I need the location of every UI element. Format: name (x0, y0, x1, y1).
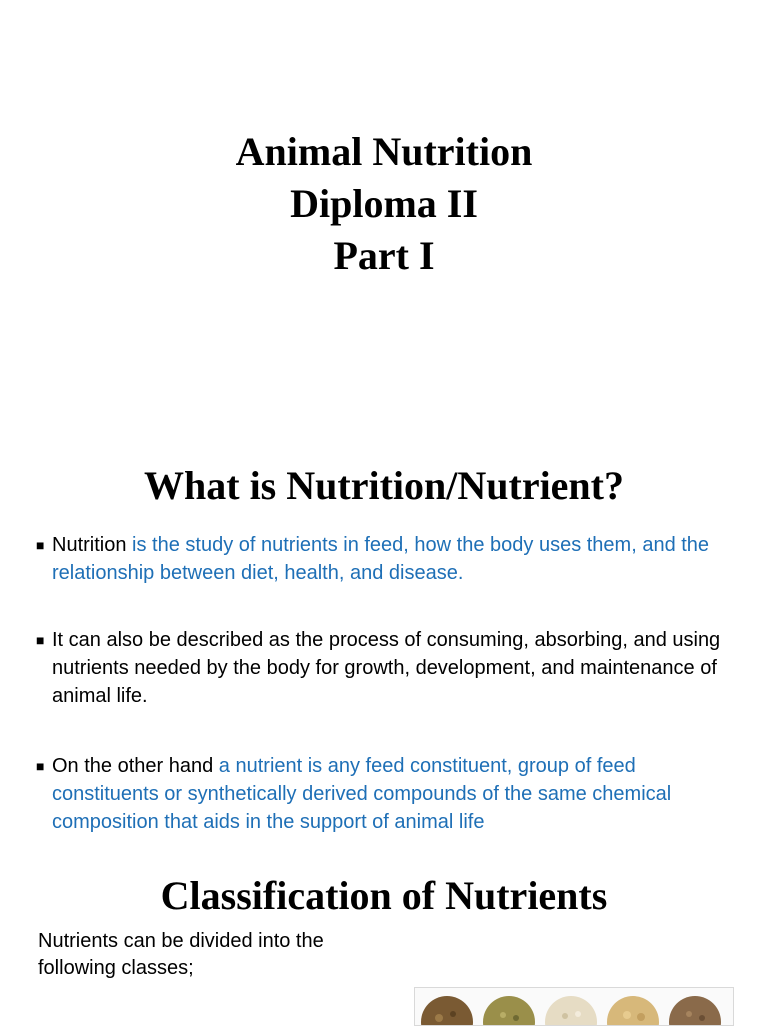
feed-sample-1 (421, 996, 473, 1025)
bullet-marker: ■ (36, 632, 45, 648)
bullet-item (36, 626, 748, 710)
bullet-lead: On the other hand (52, 755, 219, 777)
bullet-highlight: is the study of nutrients in feed, how the body uses them, and the relationship between diet, health, and disease. (52, 534, 710, 584)
bullet-lead: It can also be described as the process of consuming, absorbing, and using nutrients needed by the body for growth, development, and maintenance of animal life. (52, 629, 721, 707)
bullet-marker: ■ (36, 758, 45, 774)
classification-intro: Nutrients can be divided into the following classes; (38, 930, 324, 979)
bullet-text (52, 531, 748, 587)
feed-sample-4 (607, 996, 659, 1025)
feed-sample-3 (545, 996, 597, 1025)
section-heading-classification: Classification of Nutrients (160, 873, 608, 918)
bullet-item (36, 752, 748, 836)
bullet-marker: ■ (36, 537, 45, 553)
section-heading-what-is-nutrition: What is Nutrition/Nutrient? (144, 463, 624, 508)
title-line-3: Part I (333, 233, 435, 278)
feed-sample-5 (669, 996, 721, 1025)
document-title (0, 126, 768, 282)
feed-sample-2 (483, 996, 535, 1025)
bullet-text (52, 752, 748, 836)
feed-samples-image (414, 987, 734, 1026)
title-line-1: Animal Nutrition (235, 129, 533, 174)
bullet-text (52, 626, 748, 710)
title-line-2: Diploma II (290, 181, 478, 226)
bullet-highlight: a nutrient is any feed constituent, group of feed constituents or synthetically derived compounds of the same chemical composition that aids in the support of animal life (52, 755, 672, 833)
bullet-lead: Nutrition (52, 534, 133, 556)
bullet-item (36, 531, 748, 587)
